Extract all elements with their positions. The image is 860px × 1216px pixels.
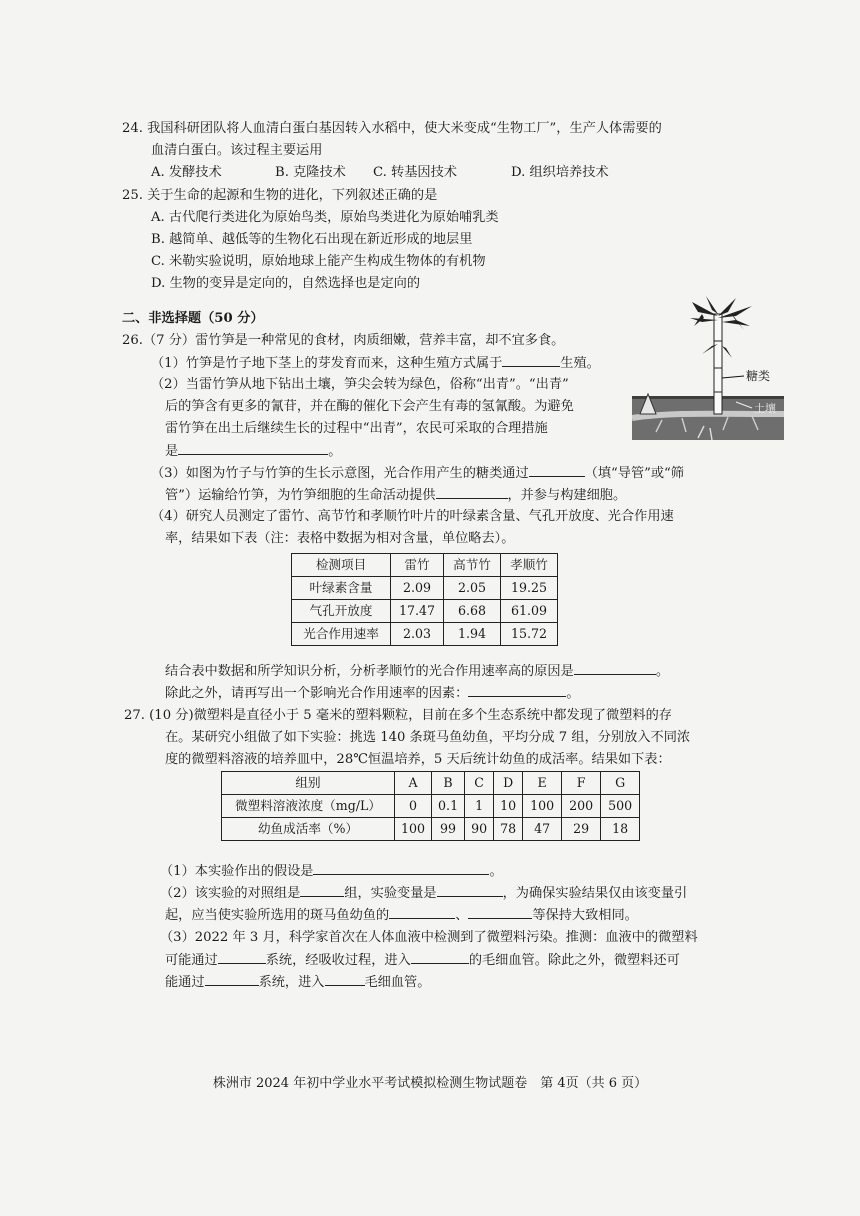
table-header-cell: 组别 [222, 772, 395, 795]
text: 结合表中数据和所学知识分析，分析孝顺竹的光合作用速率高的原因是 [165, 664, 574, 679]
table-cell: 1 [465, 795, 494, 818]
question-27-line-3: 度的微塑料溶液的培养皿中，28℃恒温培养，5 天后统计幼鱼的成活率。结果如下表： [165, 752, 671, 767]
table-cell: 微塑料溶液浓度（mg/L） [222, 795, 395, 818]
table-cell: 100 [395, 818, 432, 841]
question-25-option-a: A. 古代爬行类进化为原始鸟类，原始鸟类进化为原始哺乳类 [151, 210, 499, 225]
table-cell: 47 [523, 818, 562, 841]
question-27-part-2-line-2 [165, 904, 638, 927]
text: 、 [455, 908, 469, 923]
table-cell: 29 [562, 818, 601, 841]
text: 生殖。 [560, 356, 600, 371]
answer-blank[interactable] [205, 971, 259, 986]
table-header-row [292, 554, 558, 577]
table-header-cell: G [601, 772, 640, 795]
table-row [292, 577, 558, 600]
text: （3）如图为竹子与竹笋的生长示意图，光合作用产生的糖类通过 [151, 466, 529, 481]
table-cell: 15.72 [501, 623, 558, 646]
question-26-part-1 [151, 352, 600, 375]
answer-blank[interactable] [313, 860, 489, 875]
table-cell: 200 [562, 795, 601, 818]
answer-blank[interactable] [437, 882, 503, 897]
answer-blank[interactable] [468, 904, 532, 919]
question-24-option-d: D. 组织培养技术 [511, 165, 609, 180]
table-cell: 90 [465, 818, 494, 841]
text: 能通过 [165, 975, 205, 990]
question-24-option-c: C. 转基因技术 [373, 165, 457, 180]
table-header-row [222, 772, 640, 795]
answer-blank[interactable] [436, 484, 508, 499]
bamboo-data-table [291, 553, 558, 646]
table-cell: 0 [395, 795, 432, 818]
table-row [222, 795, 640, 818]
question-26-analysis-line-1 [165, 660, 669, 683]
question-26-part-3-line-1 [151, 462, 684, 485]
text: 组，实验变量是 [344, 886, 437, 901]
table-header-cell: 检测项目 [292, 554, 391, 577]
table-cell: 2.09 [391, 577, 444, 600]
answer-blank[interactable] [325, 971, 365, 986]
text: 毛细血管。 [364, 975, 431, 990]
question-26-part-4-line-1: （4）研究人员测定了雷竹、高节竹和孝顺竹叶片的叶绿素含量、气孔开放度、光合作用速 [151, 509, 674, 524]
question-26-part-2-line-3: 雷竹笋在出土后继续生长的过程中“出青”，农民可采取的合理措施 [165, 421, 548, 436]
table-cell: 2.05 [444, 577, 501, 600]
question-26-analysis-line-2 [165, 682, 580, 705]
bamboo-diagram [632, 296, 784, 442]
question-26-part-4-line-2: 率，结果如下表（注：表格中数据为相对含量，单位略去）。 [165, 531, 515, 546]
text: 系统，进入 [258, 975, 325, 990]
section-heading: 二、非选择题（50 分） [122, 311, 264, 326]
sugar-label: 糖类 [746, 369, 771, 383]
text: 。 [655, 664, 669, 679]
table-header-cell: F [562, 772, 601, 795]
question-27-line-1: 27. (10 分)微塑料是直径小于 5 毫米的塑料颗粒，目前在多个生态系统中都发现了微塑料的存 [124, 708, 672, 723]
question-24-line-2: 血清白蛋白。该过程主要运用 [151, 143, 323, 158]
table-header-cell: E [523, 772, 562, 795]
table-header-cell: 雷竹 [391, 554, 444, 577]
table-row [292, 623, 558, 646]
question-26-part-3-line-2 [165, 484, 626, 507]
question-27-part-3-line-1: （3）2022 年 3 月，科学家首次在人体血液中检测到了微塑料污染。推测：血液中的微塑料 [160, 930, 698, 945]
question-27-part-1 [160, 860, 503, 883]
table-cell: 1.94 [444, 623, 501, 646]
question-25-option-b: B. 越简单、越低等的生物化石出现在新近形成的地层里 [151, 232, 473, 247]
question-24-option-a: A. 发酵技术 [151, 165, 222, 180]
bamboo-figure [632, 296, 784, 442]
table-cell: 99 [432, 818, 465, 841]
table-header-cell: C [465, 772, 494, 795]
text: 。 [489, 864, 503, 879]
table-header-cell: 孝顺竹 [501, 554, 558, 577]
answer-blank[interactable] [178, 440, 328, 455]
question-27-part-3-line-2 [165, 949, 680, 972]
question-27-part-2-line-1 [160, 882, 687, 905]
question-25-stem: 25. 关于生命的起源和生物的进化，下列叙述正确的是 [122, 188, 438, 203]
table-row [222, 818, 640, 841]
bamboo-stem [714, 314, 722, 414]
text: 可能通过 [165, 953, 218, 968]
text: （1）竹笋是竹子地下茎上的芽发育而来，这种生殖方式属于 [151, 356, 503, 371]
table-cell: 幼鱼成活率（%） [222, 818, 395, 841]
answer-blank[interactable] [218, 949, 266, 964]
table-cell: 光合作用速率 [292, 623, 391, 646]
text: ，并参与构建细胞。 [507, 488, 627, 503]
question-26-part-2-line-2: 后的笋含有更多的氰苷，并在酶的催化下会产生有毒的氢氰酸。为避免 [165, 399, 574, 414]
answer-blank[interactable] [468, 682, 566, 697]
table-cell: 61.09 [501, 600, 558, 623]
text: 。 [328, 444, 342, 459]
table-cell: 17.47 [391, 600, 444, 623]
answer-blank[interactable] [502, 352, 560, 367]
text: 是 [165, 444, 179, 459]
table-header-cell: B [432, 772, 465, 795]
answer-blank[interactable] [574, 660, 656, 675]
table-cell: 叶绿素含量 [292, 577, 391, 600]
table-header-cell: A [395, 772, 432, 795]
table-cell: 10 [494, 795, 523, 818]
table-row [292, 600, 558, 623]
text: 。 [566, 686, 580, 701]
table-cell: 78 [494, 818, 523, 841]
question-26-part-2-line-4 [165, 440, 341, 463]
text: 的毛细血管。除此之外，微塑料还可 [468, 953, 680, 968]
question-26-stem: 26.（7 分）雷竹笋是一种常见的食材，肉质细嫩，营养丰富，却不宜多食。 [122, 333, 565, 348]
question-25-option-c: C. 米勒实验说明，原始地球上能产生构成生物体的有机物 [151, 254, 486, 269]
answer-blank[interactable] [411, 949, 469, 964]
answer-blank[interactable] [300, 882, 344, 897]
text: （填“导管”或“筛 [584, 466, 684, 481]
table-cell: 0.1 [432, 795, 465, 818]
microplastic-data-table [221, 771, 640, 841]
text: ，为确保实验结果仅由该变量引 [502, 886, 688, 901]
question-24-option-b: B. 克隆技术 [275, 165, 346, 180]
question-24-line-1: 24. 我国科研团队将人血清白蛋白基因转入水稻中，使大米变成“生物工厂”，生产人体需要的 [122, 121, 662, 136]
table-cell: 500 [601, 795, 640, 818]
sugar-leader-line [722, 376, 744, 378]
table-cell: 2.03 [391, 623, 444, 646]
soil-label: 土壤 [754, 402, 776, 415]
table-cell: 19.25 [501, 577, 558, 600]
text: 除此之外，请再写出一个影响光合作用速率的因素： [165, 686, 469, 701]
answer-blank[interactable] [529, 462, 585, 477]
table-cell: 气孔开放度 [292, 600, 391, 623]
table-cell: 100 [523, 795, 562, 818]
text: 起，应当使实验所选用的斑马鱼幼鱼的 [165, 908, 390, 923]
question-27-part-3-line-3 [165, 971, 430, 994]
table-cell: 6.68 [444, 600, 501, 623]
question-25-option-d: D. 生物的变异是定向的，自然选择也是定向的 [151, 276, 421, 291]
table-header-cell: 高节竹 [444, 554, 501, 577]
table-cell: 18 [601, 818, 640, 841]
question-27-line-2: 在。某研究小组做了如下实验：挑选 140 条斑马鱼幼鱼，平均分成 7 组，分别放入不同浓 [165, 730, 691, 745]
table-header-cell: D [494, 772, 523, 795]
text: （1）本实验作出的假设是 [160, 864, 314, 879]
text: （2）该实验的对照组是 [160, 886, 301, 901]
text: 等保持大致相同。 [532, 908, 638, 923]
answer-blank[interactable] [389, 904, 455, 919]
page-footer: 株洲市 2024 年初中学业水平考试模拟检测生物试题卷 第 4页（共 6 页） [212, 1076, 648, 1091]
question-26-part-2-line-1: （2）当雷竹笋从地下钻出土壤，笋尖会转为绿色，俗称“出青”。“出青” [151, 377, 569, 392]
text: 管”）运输给竹笋，为竹笋细胞的生命活动提供 [165, 488, 436, 503]
text: 系统，经吸收过程，进入 [265, 953, 411, 968]
